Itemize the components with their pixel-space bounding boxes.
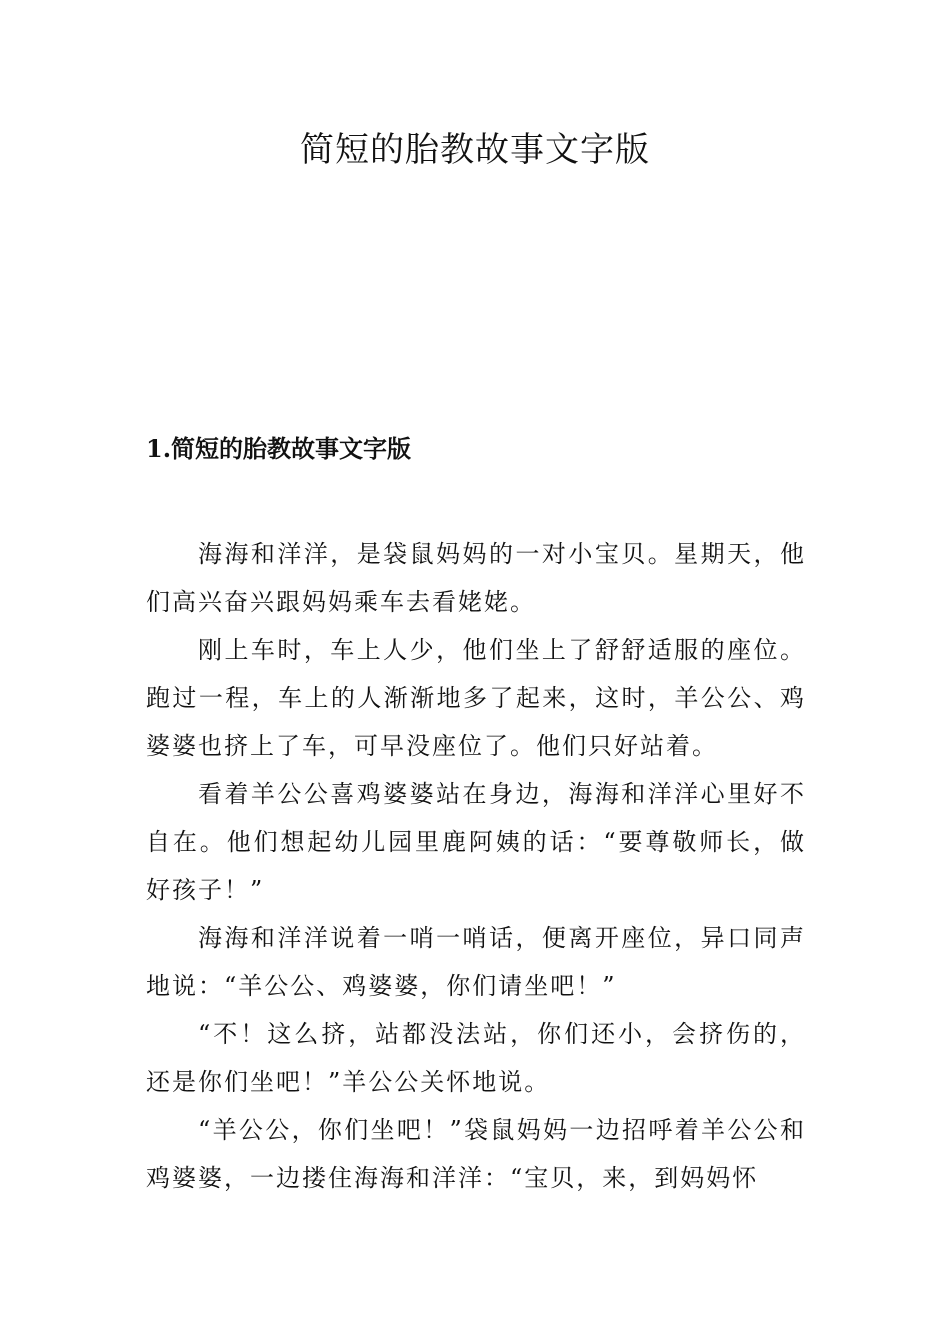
document-title: 简短的胎教故事文字版 bbox=[300, 130, 650, 170]
section-heading: 1.简短的胎教故事文字版 bbox=[146, 434, 412, 463]
story-paragraph: 海海和洋洋说着一哨一哨话，便离开座位，异口同声地说：“羊公公、鸡婆婆，你们请坐吧！” bbox=[146, 924, 806, 1000]
story-paragraph: 看着羊公公喜鸡婆婆站在身边，海海和洋洋心里好不自在。他们想起幼儿园里鹿阿姨的话：“要尊敬师长，做好孩子！” bbox=[146, 780, 806, 904]
story-paragraph: 海海和洋洋，是袋鼠妈妈的一对小宝贝。星期天，他们高兴奋兴跟妈妈乘车去看姥姥。 bbox=[146, 540, 806, 616]
story-body bbox=[146, 530, 806, 1202]
story-paragraph: 刚上车时，车上人少，他们坐上了舒舒适服的座位。跑过一程，车上的人渐渐地多了起来，这时，羊公公、鸡婆婆也挤上了车，可早没座位了。他们只好站着。 bbox=[146, 636, 806, 760]
story-paragraph: “羊公公，你们坐吧！”袋鼠妈妈一边招呼着羊公公和鸡婆婆，一边搂住海海和洋洋：“宝贝，来，到妈妈怀 bbox=[146, 1116, 806, 1192]
story-paragraph: “不！这么挤，站都没法站，你们还小，会挤伤的，还是你们坐吧！”羊公公关怀地说。 bbox=[146, 1020, 806, 1096]
